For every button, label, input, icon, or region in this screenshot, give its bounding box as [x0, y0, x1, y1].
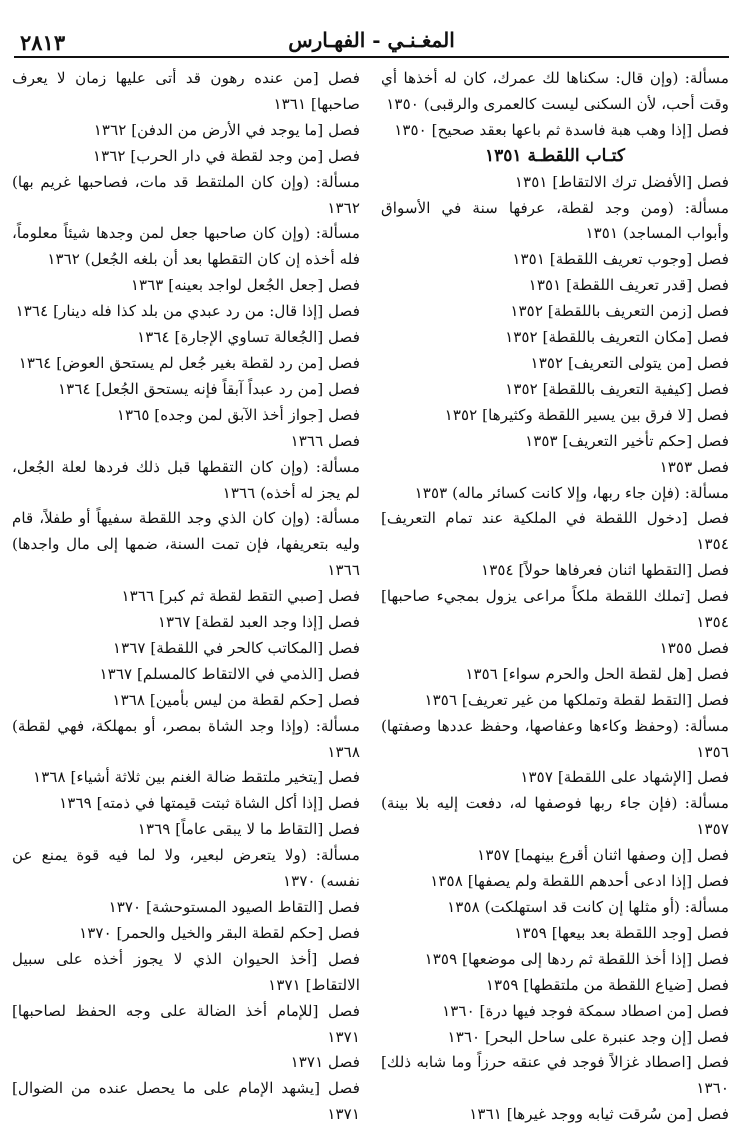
index-entry: فصل [إذا ادعى أحدهم اللقطة ولم يصفها] ١٣٥٨	[430, 872, 729, 891]
index-entry: مسألة: (وإذا وجد الشاة بمصر، أو بمهلكة، فهي لقطة) ١٣٦٨	[12, 716, 360, 761]
index-entry: فصل [دخول اللقطة في الملكية عند تمام التعريف] ١٣٥٤	[381, 509, 729, 554]
index-entry: مسألة: (أو مثلها إن كانت قد استهلكت) ١٣٥٨	[447, 898, 729, 916]
index-entry: فصل [الذمي في الالتقاط كالمسلم] ١٣٦٧	[99, 664, 360, 683]
index-entry: فصل [صبي التقط لقطة ثم كبر] ١٣٦٦	[121, 587, 360, 606]
index-entry: فصل [إذا قال: من رد عبدي من بلد كذا فله دينار] ١٣٦٤	[15, 302, 360, 321]
index-entry: فصل [ضياع اللقطة من ملتقطها] ١٣٥٩	[485, 975, 729, 994]
index-entry: فصل [زمن التعريف باللقطة] ١٣٥٢	[510, 302, 729, 321]
index-entry: فصل [الأفضل ترك الالتقاط] ١٣٥١	[514, 172, 729, 191]
index-entry: فصل [قدر تعريف اللقطة] ١٣٥١	[528, 276, 729, 295]
index-entry: فصل [إذا أخذ اللقطة ثم ردها إلى موضعها] ١٣٥٩	[424, 949, 729, 968]
index-entry: مسألة: (وإن كان الذي وجد اللقطة سفيهاً أو طفلاً، قام وليه بتعريفها، فإن تمت السنة، ضمها إلى مال واجدها) ١٣٦٦	[12, 509, 360, 580]
index-entry: فصل [يتخير ملتقط ضالة الغنم بين ثلاثة أشياء] ١٣٦٨	[33, 768, 360, 787]
index-entry: مسألة: (وإن كان صاحبها جعل لمن وجدها شيئاً معلوماً، فله أخذه إن كان التقطها بعد أن بلغه الجُعل) ١٣٦٢	[12, 224, 360, 269]
index-entry: فصل [التقطها اثنان فعرفاها حولاً] ١٣٥٤	[481, 561, 729, 580]
header-rule	[14, 56, 729, 58]
index-entry: فصل ١٣٧١	[290, 1053, 360, 1072]
index-entry: فصل [وجد اللقطة بعد بيعها] ١٣٥٩	[514, 923, 729, 942]
index-entry: فصل [المكاتب كالحر في اللقطة] ١٣٦٧	[112, 638, 360, 657]
index-entry: فصل [للإمام أخذ الضالة على وجه الحفظ لصاحبها] ١٣٧١	[12, 1001, 360, 1046]
index-column-right	[381, 66, 729, 1128]
index-entry: مسألة: (وحفظ وكاءها وعفاصها، وحفظ عددها وصفتها) ١٣٥٦	[381, 716, 729, 761]
index-entry: فصل [من يتولى التعريف] ١٣٥٢	[530, 353, 729, 372]
index-entry: فصل [وجوب تعريف اللقطة] ١٣٥١	[512, 250, 729, 269]
index-entry: فصل [من عنده رهون قد أتى عليها زمان لا يعرف صاحبها] ١٣٦١	[12, 69, 360, 113]
index-column-left	[12, 66, 360, 1128]
index-entry: فصل [إذا أكل الشاة ثبتت قيمتها في ذمته] ١٣٦٩	[59, 794, 360, 813]
index-entry: فصل [من اصطاد سمكة فوجد فيها درة] ١٣٦٠	[442, 1001, 729, 1020]
index-entry: فصل [اصطاد غزالاً فوجد في عنقه حرزاً وما شابه ذلك] ١٣٦٠	[381, 1053, 729, 1098]
index-entry: فصل ١٣٥٥	[659, 638, 729, 657]
index-entry: فصل [إن وجد عنبرة على ساحل البحر] ١٣٦٠	[447, 1027, 729, 1046]
index-entry: فصل [مكان التعريف باللقطة] ١٣٥٢	[505, 328, 729, 347]
index-entry: فصل [إن وصفها اثنان أقرع بينهما] ١٣٥٧	[477, 846, 729, 865]
index-entry: فصل [كيفية التعريف باللقطة] ١٣٥٢	[505, 379, 729, 398]
index-entry: مسألة: (ومن وجد لقطة، عرفها سنة في الأسواق وأبواب المساجد) ١٣٥١	[381, 198, 729, 243]
index-entry: فصل [من رد عبداً آبقاً فإنه يستحق الجُعل] ١٣٦٤	[58, 379, 360, 398]
index-entry: فصل [من وجد لقطة في دار الحرب] ١٣٦٢	[92, 146, 360, 165]
index-entry: فصل [حكم لقطة من ليس بأمين] ١٣٦٨	[112, 690, 360, 709]
index-entry: مسألة: (وإن كان الملتقط قد مات، فصاحبها غريم بها) ١٣٦٢	[12, 172, 360, 217]
index-entry: فصل [الإشهاد على اللقطة] ١٣٥٧	[520, 768, 729, 787]
index-entry: فصل ١٣٦٦	[290, 431, 360, 450]
page-number: ٢٨١٣	[20, 30, 66, 55]
index-entry: مسألة: (ولا يتعرض لبعير، ولا لما فيه قوة يمنع عن نفسه) ١٣٧٠	[12, 846, 360, 891]
index-entry: مسألة: (وإن قال: سكناها لك عمرك، كان له أخذها أي وقت أحب، لأن السكنى ليست كالعمرى والرقبى) ١٣٥٠	[381, 69, 729, 113]
running-title: المغـنـي - الفهـارس	[288, 28, 455, 52]
index-entry: فصل [لا فرق بين يسير اللقطة وكثيرها] ١٣٥٢	[444, 405, 729, 424]
index-entry: فصل ١٣٥٣	[659, 457, 729, 476]
index-entry: فصل [هل لقطة الحل والحرم سواء] ١٣٥٦	[465, 664, 729, 683]
index-entry: فصل [حكم تأخير التعريف] ١٣٥٣	[525, 431, 729, 450]
index-entry: فصل [الجُعالة تساوي الإجارة] ١٣٦٤	[137, 328, 360, 347]
index-entry: فصل [التقاط الصيود المستوحشة] ١٣٧٠	[108, 898, 360, 916]
index-entry: فصل [تملك اللقطة ملكاً مراعى يزول بمجيء صاحبها] ١٣٥٤	[381, 587, 729, 632]
index-entry: فصل [حكم لقطة البقر والخيل والحمر] ١٣٧٠	[79, 923, 360, 942]
index-entry: فصل [إذا وهب هبة فاسدة ثم باعها بعقد صحيح] ١٣٥٠	[394, 120, 729, 139]
index-entry: مسألة: (وإن كان التقطها قبل ذلك فردها لعلة الجُعل، لم يجز له أخذه) ١٣٦٦	[12, 457, 360, 502]
index-entry: فصل [التقاط ما لا يبقى عاماً] ١٣٦٩	[137, 820, 360, 839]
index-entry: فصل [أخذ الحيوان الذي لا يجوز أخذه على سبيل الالتقاط] ١٣٧١	[12, 949, 360, 994]
index-entry: مسألة: (فإن جاء ربها فوصفها له، دفعت إليه بلا بينة) ١٣٥٧	[381, 794, 729, 839]
index-entry: فصل [التقط لقطة وتملكها من غير تعريف] ١٣٥٦	[424, 690, 729, 709]
index-entry: فصل [جعل الجُعل لواجد بعينه] ١٣٦٣	[130, 276, 360, 295]
index-entry: فصل [يشهد الإمام على ما يحصل عنده من الضوال] ١٣٧١	[12, 1079, 360, 1124]
section-heading: كتـاب اللقطـة ١٣٥١	[485, 145, 625, 166]
index-entry: فصل [جواز أخذ الآبق لمن وجده] ١٣٦٥	[116, 405, 360, 424]
index-entry: فصل [من رد لقطة بغير جُعل لم يستحق العوض] ١٣٦٤	[18, 353, 360, 372]
index-entry: فصل [من سُرقت ثيابه ووجد غيرها] ١٣٦١	[469, 1105, 729, 1124]
index-entry: مسألة: (فإن جاء ربها، وإلا كانت كسائر ماله) ١٣٥٣	[414, 483, 729, 502]
index-entry: فصل [ما يوجد في الأرض من الدفن] ١٣٦٢	[93, 120, 360, 139]
index-entry: فصل [إذا وجد العبد لقطة] ١٣٦٧	[157, 613, 360, 632]
